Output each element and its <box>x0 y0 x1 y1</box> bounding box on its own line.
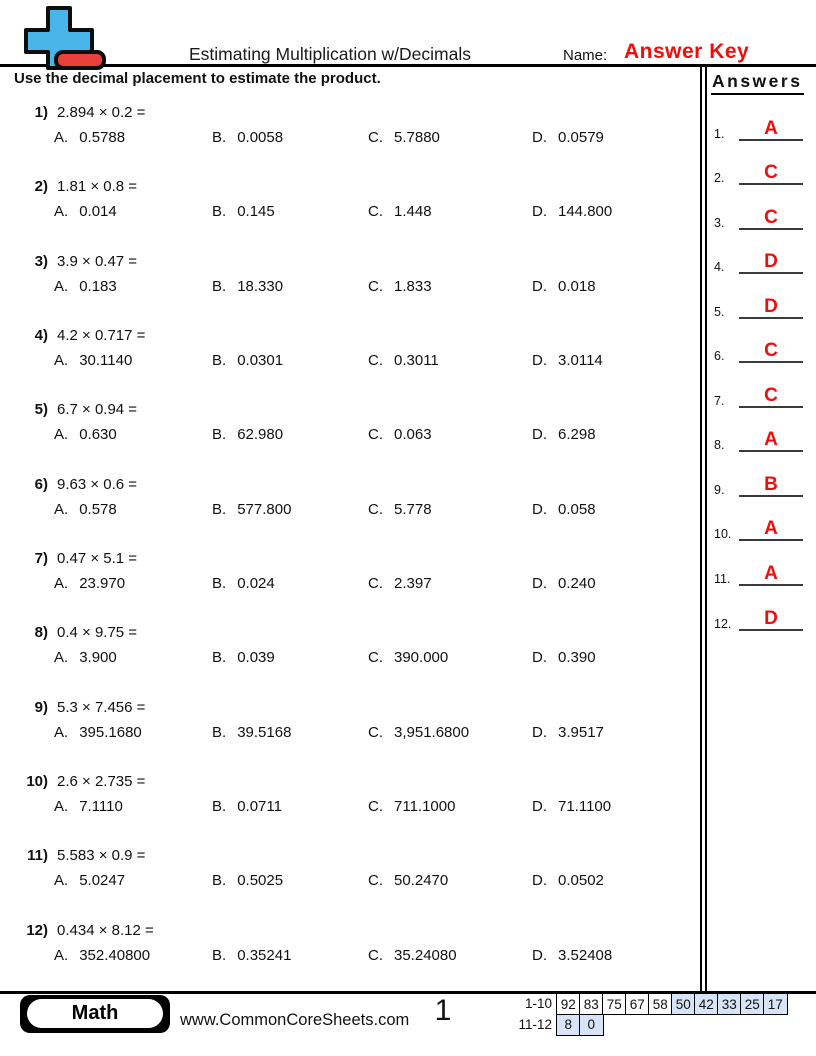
question-equation-line <box>26 699 698 717</box>
option-c-value: 1.448 <box>394 203 432 221</box>
page-title: Estimating Multiplication w/Decimals <box>188 44 472 64</box>
option-a <box>54 352 212 370</box>
option-c <box>368 575 532 593</box>
question-number: 5) <box>34 401 48 419</box>
option-c-value: 3,951.6800 <box>394 723 470 741</box>
question-options <box>54 278 698 296</box>
answer-item <box>707 541 816 586</box>
option-a-value: 23.970 <box>79 575 126 593</box>
option-b-value: 0.5025 <box>237 872 284 890</box>
option-c <box>368 649 532 667</box>
option-b <box>212 947 368 965</box>
score-cell: 25 <box>740 993 765 1015</box>
question-row <box>0 245 698 319</box>
question-equation-line <box>26 624 698 642</box>
option-a <box>54 129 212 147</box>
questions-list <box>0 96 698 988</box>
option-c-letter: C. <box>368 203 383 221</box>
answer-letter: C <box>739 388 803 408</box>
option-a <box>54 798 212 816</box>
option-a-value: 0.630 <box>79 426 117 444</box>
plus-minus-logo-icon <box>20 6 110 70</box>
option-a-value: 7.1110 <box>79 798 123 816</box>
question-equation: 0.434 × 8.12 = <box>57 921 154 939</box>
answer-item <box>707 185 816 230</box>
option-d-value: 0.0502 <box>558 872 604 890</box>
option-c-value: 0.063 <box>394 426 432 444</box>
option-d <box>532 947 698 965</box>
option-c <box>368 501 532 519</box>
option-d <box>532 129 698 147</box>
question-equation: 4.2 × 0.717 = <box>57 327 146 345</box>
score-cell: 83 <box>579 993 604 1015</box>
answer-number: 3. <box>714 215 725 230</box>
option-d-letter: D. <box>532 426 547 444</box>
answer-item <box>707 141 816 186</box>
subject-badge <box>20 995 170 1033</box>
question-row <box>0 839 698 913</box>
option-c-value: 390.000 <box>394 649 449 667</box>
option-d-value: 71.1100 <box>558 798 612 816</box>
answer-item <box>707 408 816 453</box>
option-a-letter: A. <box>54 872 69 890</box>
option-b-value: 18.330 <box>237 277 284 295</box>
option-b-value: 0.145 <box>237 203 275 221</box>
question-equation: 0.47 × 5.1 = <box>57 550 138 568</box>
option-b <box>212 352 368 370</box>
question-row <box>0 319 698 393</box>
option-a-letter: A. <box>54 798 69 816</box>
option-b-letter: B. <box>212 352 227 370</box>
option-b <box>212 798 368 816</box>
question-equation-line <box>26 773 698 791</box>
question-row <box>0 691 698 765</box>
option-c <box>368 724 532 742</box>
question-options <box>54 426 698 444</box>
option-b-letter: B. <box>212 426 227 444</box>
header-divider <box>0 64 816 67</box>
score-cell: 42 <box>694 993 719 1015</box>
option-b-letter: B. <box>212 129 227 146</box>
answer-number: 7. <box>714 393 725 408</box>
option-d <box>532 872 698 890</box>
question-number: 10) <box>26 773 48 791</box>
option-b-value: 0.35241 <box>237 946 292 964</box>
option-d <box>532 798 698 816</box>
option-a-value: 0.578 <box>79 500 117 518</box>
option-b-value: 577.800 <box>237 500 292 518</box>
answer-letter: C <box>739 210 803 230</box>
answer-number: 8. <box>714 438 725 453</box>
answer-item <box>707 363 816 408</box>
question-options <box>54 203 698 221</box>
option-d-letter: D. <box>532 946 547 964</box>
option-a-letter: A. <box>54 277 69 295</box>
option-c-letter: C. <box>368 798 383 816</box>
option-d <box>532 724 698 742</box>
option-a <box>54 278 212 296</box>
answer-letter: A <box>739 121 803 141</box>
option-a-letter: A. <box>54 575 69 593</box>
answer-letter: B <box>739 477 803 497</box>
question-options <box>54 129 698 147</box>
option-b-letter: B. <box>212 798 227 816</box>
answer-letter: C <box>739 165 803 185</box>
question-row <box>0 765 698 839</box>
option-c <box>368 872 532 890</box>
option-c-letter: C. <box>368 129 383 146</box>
option-a-letter: A. <box>54 946 69 964</box>
option-a <box>54 203 212 221</box>
option-c-letter: C. <box>368 649 383 667</box>
answer-letter: D <box>739 254 803 274</box>
option-c-letter: C. <box>368 500 383 518</box>
option-c <box>368 798 532 816</box>
question-number: 2) <box>34 178 48 196</box>
score-table <box>518 993 788 1036</box>
question-equation: 5.583 × 0.9 = <box>57 847 146 865</box>
question-options <box>54 872 698 890</box>
question-number: 7) <box>34 550 48 568</box>
option-a-value: 5.0247 <box>79 872 126 890</box>
question-number: 12) <box>26 921 48 939</box>
option-a-value: 3.900 <box>79 649 117 667</box>
option-a-letter: A. <box>54 723 69 741</box>
option-a <box>54 426 212 444</box>
answers-list <box>707 96 816 631</box>
option-b-value: 39.5168 <box>237 723 292 741</box>
question-row <box>0 170 698 244</box>
option-b-letter: B. <box>212 946 227 964</box>
score-row-1-white-cells <box>556 993 673 1015</box>
answer-number: 12. <box>714 616 732 631</box>
answer-key-label: Answer Key <box>624 40 750 63</box>
question-equation-line <box>26 550 698 568</box>
question-equation-line <box>26 253 698 271</box>
option-b-value: 0.024 <box>237 575 275 593</box>
answers-panel <box>700 66 816 993</box>
answer-number: 2. <box>714 171 725 186</box>
option-d-value: 3.52408 <box>558 946 613 964</box>
answer-number: 4. <box>714 260 725 275</box>
answer-number: 9. <box>714 482 725 497</box>
question-row <box>0 616 698 690</box>
option-b-value: 0.0711 <box>237 798 282 816</box>
answer-item <box>707 586 816 631</box>
score-cell: 33 <box>717 993 742 1015</box>
option-c-value: 2.397 <box>394 575 432 593</box>
answer-item <box>707 230 816 275</box>
answer-number: 1. <box>714 126 725 141</box>
answer-number: 10. <box>714 527 732 542</box>
answer-item <box>707 96 816 141</box>
question-number: 1) <box>34 104 48 121</box>
question-row <box>0 542 698 616</box>
option-d-value: 0.240 <box>558 575 596 593</box>
score-row-1-blue-cells <box>673 993 788 1015</box>
option-c-letter: C. <box>368 723 383 741</box>
question-equation-line <box>26 401 698 419</box>
question-number: 6) <box>34 475 48 493</box>
option-b <box>212 129 368 147</box>
option-d-letter: D. <box>532 352 547 370</box>
answer-letter: A <box>739 566 803 586</box>
option-a-value: 0.014 <box>79 203 117 221</box>
question-row <box>0 914 698 988</box>
option-b <box>212 426 368 444</box>
answer-number: 5. <box>714 304 725 319</box>
option-d <box>532 426 698 444</box>
option-a-value: 395.1680 <box>79 723 142 741</box>
score-cell: 67 <box>625 993 650 1015</box>
option-c-letter: C. <box>368 575 383 593</box>
score-cell: 75 <box>602 993 627 1015</box>
option-d-letter: D. <box>532 723 547 741</box>
option-c-letter: C. <box>368 426 383 444</box>
option-c <box>368 426 532 444</box>
question-row <box>0 96 698 170</box>
option-a-value: 0.183 <box>79 277 117 295</box>
score-cell: 58 <box>648 993 673 1015</box>
score-row-2-label: 11-12 <box>518 1016 552 1032</box>
option-c-letter: C. <box>368 352 383 370</box>
option-b <box>212 872 368 890</box>
option-a-letter: A. <box>54 649 69 667</box>
option-c-letter: C. <box>368 946 383 964</box>
question-equation-line <box>26 327 698 345</box>
option-a-letter: A. <box>54 203 69 221</box>
option-d <box>532 203 698 221</box>
option-c-value: 0.3011 <box>394 352 439 370</box>
option-a-letter: A. <box>54 426 69 444</box>
question-row <box>0 393 698 467</box>
option-c <box>368 129 532 147</box>
option-c-value: 5.7880 <box>394 129 440 146</box>
answer-letter: A <box>739 521 803 541</box>
option-b <box>212 724 368 742</box>
question-equation-line <box>26 847 698 865</box>
question-options <box>54 724 698 742</box>
option-b-letter: B. <box>212 277 227 295</box>
option-b-value: 0.0301 <box>237 352 284 370</box>
question-equation-line <box>26 922 698 940</box>
option-a <box>54 724 212 742</box>
question-number: 11) <box>27 847 48 865</box>
question-equation-line <box>26 104 698 122</box>
option-a <box>54 872 212 890</box>
option-d-letter: D. <box>532 649 547 667</box>
option-c <box>368 203 532 221</box>
question-number: 4) <box>34 327 48 345</box>
score-cell: 92 <box>556 993 581 1015</box>
option-d-letter: D. <box>532 575 547 593</box>
option-d-letter: D. <box>532 872 547 890</box>
option-d-letter: D. <box>532 129 547 146</box>
answer-letter: A <box>739 432 803 452</box>
option-c-value: 35.24080 <box>394 946 457 964</box>
answer-item <box>707 452 816 497</box>
option-b-value: 0.039 <box>237 649 275 667</box>
option-d-letter: D. <box>532 203 547 221</box>
option-c-value: 50.2470 <box>394 872 449 890</box>
question-options <box>54 575 698 593</box>
answer-number: 6. <box>714 349 725 364</box>
answer-letter: D <box>739 611 803 631</box>
question-number: 9) <box>34 698 48 716</box>
question-number: 3) <box>34 252 48 270</box>
option-b-letter: B. <box>212 500 227 518</box>
option-a-value: 30.1140 <box>79 352 133 370</box>
option-d-value: 0.0579 <box>558 129 604 146</box>
question-equation: 9.63 × 0.6 = <box>57 475 138 493</box>
option-d-value: 144.800 <box>558 203 613 221</box>
score-row-2 <box>518 1014 788 1036</box>
website-url: www.CommonCoreSheets.com <box>180 1011 410 1029</box>
option-a-value: 352.40800 <box>79 946 151 964</box>
option-b <box>212 575 368 593</box>
option-a-letter: A. <box>54 500 69 518</box>
question-equation: 2.894 × 0.2 = <box>57 104 146 121</box>
answers-title: Answers <box>711 71 804 95</box>
option-c-value: 711.1000 <box>394 798 456 816</box>
option-d <box>532 649 698 667</box>
score-cell: 17 <box>763 993 788 1015</box>
question-equation: 3.9 × 0.47 = <box>57 252 138 270</box>
option-d-value: 0.018 <box>558 277 596 295</box>
option-a <box>54 649 212 667</box>
score-cell: 8 <box>556 1014 581 1036</box>
option-b-letter: B. <box>212 575 227 593</box>
option-c <box>368 352 532 370</box>
option-d-letter: D. <box>532 500 547 518</box>
option-d-value: 0.390 <box>558 649 596 667</box>
option-d-letter: D. <box>532 798 547 816</box>
option-b-letter: B. <box>212 649 227 667</box>
answer-item <box>707 319 816 364</box>
option-b-value: 0.0058 <box>237 129 284 146</box>
option-b-value: 62.980 <box>237 426 284 444</box>
option-a-letter: A. <box>54 129 69 146</box>
score-row-1 <box>518 993 788 1015</box>
question-options <box>54 649 698 667</box>
question-options <box>54 798 698 816</box>
option-a <box>54 947 212 965</box>
option-c-letter: C. <box>368 277 383 295</box>
question-equation: 1.81 × 0.8 = <box>57 178 138 196</box>
question-equation-line <box>26 476 698 494</box>
score-cell: 0 <box>579 1014 604 1036</box>
option-b-letter: B. <box>212 203 227 221</box>
instruction-text: Use the decimal placement to estimate the product. <box>14 70 381 87</box>
option-c-value: 1.833 <box>394 277 432 295</box>
option-d-value: 0.058 <box>558 500 596 518</box>
answer-item <box>707 274 816 319</box>
name-label: Name: <box>563 47 608 64</box>
option-d <box>532 352 698 370</box>
option-c <box>368 947 532 965</box>
subject-label: Math <box>27 999 163 1028</box>
commoncoresheets-logo <box>20 6 110 75</box>
question-equation: 6.7 × 0.94 = <box>57 401 138 419</box>
option-d-value: 3.9517 <box>558 723 604 741</box>
question-equation: 0.4 × 9.75 = <box>57 624 138 642</box>
option-c-letter: C. <box>368 872 383 890</box>
question-row <box>0 468 698 542</box>
option-a-value: 0.5788 <box>79 129 126 146</box>
page-number: 1 <box>434 994 452 1027</box>
option-b-letter: B. <box>212 872 227 890</box>
option-b <box>212 203 368 221</box>
question-number: 8) <box>34 624 48 642</box>
question-options <box>54 352 698 370</box>
answer-letter: D <box>739 299 803 319</box>
option-b <box>212 501 368 519</box>
option-b <box>212 649 368 667</box>
option-c-value: 5.778 <box>394 500 432 518</box>
option-d <box>532 278 698 296</box>
option-d-value: 6.298 <box>558 426 596 444</box>
option-d <box>532 501 698 519</box>
score-row-2-blue-cells <box>556 1014 604 1036</box>
question-options <box>54 947 698 965</box>
option-d <box>532 575 698 593</box>
question-equation: 5.3 × 7.456 = <box>57 698 146 716</box>
question-options <box>54 501 698 519</box>
question-equation: 2.6 × 2.735 = <box>57 773 146 791</box>
answer-letter: C <box>739 343 803 363</box>
option-a-letter: A. <box>54 352 69 370</box>
option-b <box>212 278 368 296</box>
score-cell: 50 <box>671 993 696 1015</box>
option-a <box>54 501 212 519</box>
option-d-letter: D. <box>532 277 547 295</box>
answer-item <box>707 497 816 542</box>
option-a <box>54 575 212 593</box>
score-row-1-label: 1-10 <box>524 996 552 1011</box>
answer-number: 11. <box>714 572 731 587</box>
option-b-letter: B. <box>212 723 227 741</box>
option-c <box>368 278 532 296</box>
question-equation-line <box>26 178 698 196</box>
option-d-value: 3.0114 <box>558 352 603 370</box>
